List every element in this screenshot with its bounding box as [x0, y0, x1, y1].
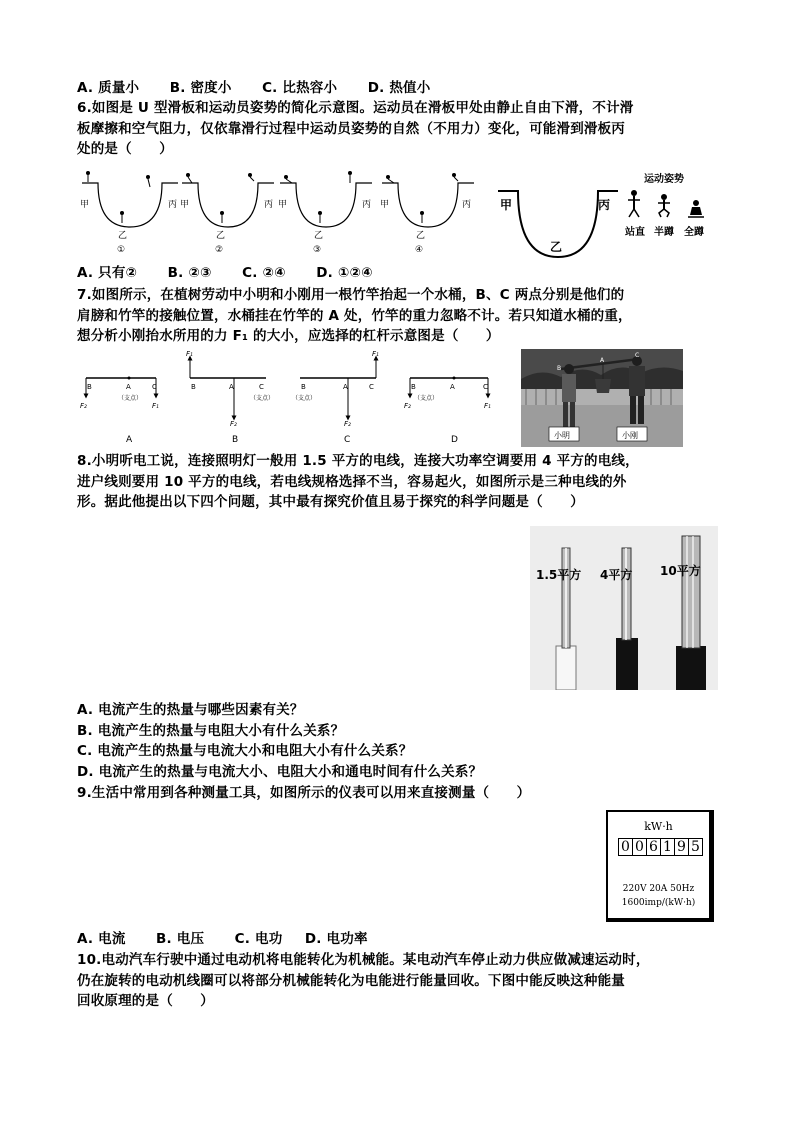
ramp2-jia: 甲: [180, 200, 190, 210]
lever-b-label: B: [232, 435, 239, 445]
electricity-meter: [606, 810, 714, 922]
q6-option-c[interactable]: C. ②④: [242, 265, 286, 281]
ramp3-num: ③: [313, 245, 322, 255]
legend-stand: 站直: [625, 227, 645, 238]
lever-c-b: B: [301, 383, 306, 391]
lever-c-f1: F₁: [372, 350, 379, 358]
lever-option-a: [86, 377, 156, 397]
q9-options: [77, 929, 394, 949]
lever-b-c: C: [259, 383, 264, 391]
photo-label-c: C: [635, 352, 640, 359]
q7-stem-line-2: 肩膀和竹竿的接触位置，水桶挂在竹竿的 A 处，竹竿的重力忽略不计。若只知道水桶的重，: [77, 308, 632, 324]
lever-d-b: B: [411, 383, 416, 391]
lever-d-f2: F₂: [404, 402, 411, 410]
q7-stem-line-1: 7.如图所示，在植树劳动中小明和小刚用一根竹竿抬起一个水桶，B、C 两点分别是他们的: [77, 287, 625, 303]
q6-option-a[interactable]: A. 只有②: [77, 265, 138, 281]
q5-option-c[interactable]: C. 比热容小: [262, 80, 338, 96]
q9-option-a[interactable]: A. 电流: [77, 931, 126, 947]
meter-digit-4: 1: [661, 839, 675, 855]
ramp-3: [280, 171, 372, 227]
lever-d-c: C: [483, 383, 488, 391]
q6-option-b[interactable]: B. ②③: [167, 265, 212, 281]
q6-figure: [70, 165, 730, 267]
ramp1-jia: 甲: [80, 200, 90, 210]
lever-a-label: A: [126, 435, 133, 445]
q9-option-b[interactable]: B. 电压: [156, 931, 205, 947]
q8-option-b[interactable]: B. 电流产生的热量与电阻大小有什么关系？: [77, 723, 345, 739]
q10-stem-line-1: 10.电动汽车行驶中通过电动机将电能转化为机械能。某电动汽车停止动力供应做减速运动时，: [77, 952, 650, 968]
meter-unit: kW·h: [644, 820, 673, 833]
q8-stem-line-1: 8.小明听电工说，连接照明灯一般用 1.5 平方的电线，连接大功率空调要用 4 平方的电线，: [77, 453, 639, 469]
meter-digit-1: 0: [619, 839, 633, 855]
lever-b-fulcrum: （支点）: [250, 395, 275, 402]
q5-option-b[interactable]: B. 密度小: [169, 80, 232, 96]
q7-photo: [521, 349, 683, 447]
lever-d-label: D: [451, 435, 458, 445]
large-ramp-bing: 丙: [598, 198, 611, 212]
photo-name-xiaogang: 小刚: [622, 431, 638, 440]
q9-option-c[interactable]: C. 电功: [234, 931, 283, 947]
lever-option-b: [190, 358, 266, 418]
ramp1-num: ①: [117, 245, 126, 255]
ramp3-yi: 乙: [314, 231, 324, 241]
q8-option-a[interactable]: A. 电流产生的热量与哪些因素有关？: [77, 702, 304, 718]
q8-option-c[interactable]: C. 电流产生的热量与电流大小和电阻大小有什么关系？: [77, 743, 413, 759]
q6-options: [77, 263, 399, 283]
lever-a-fulcrum: （支点）: [118, 395, 143, 402]
lever-a-b: B: [87, 383, 92, 391]
large-ramp-yi: 乙: [550, 240, 563, 254]
ramp4-num: ④: [415, 245, 424, 255]
ramp2-bing: 丙: [264, 200, 274, 210]
lever-a-f1: F₁: [152, 402, 159, 410]
lever-b-a: A: [229, 383, 234, 391]
q8-option-d[interactable]: D. 电流产生的热量与电流大小、电阻大小和通电时间有什么关系？: [77, 764, 483, 780]
q6-stem-line-2: 板摩擦和空气阻力，仅依靠滑行过程中运动员姿势的自然（不用力）变化，可能滑到滑板丙: [77, 121, 625, 137]
photo-label-a: A: [600, 357, 605, 364]
meter-digit-6: 5: [691, 839, 700, 855]
lever-option-d: [410, 377, 488, 397]
meter-reading: [618, 838, 703, 856]
legend-half-squat: 半蹲: [654, 227, 674, 238]
q8-wire-photo: [530, 526, 718, 690]
legend-full-squat: 全蹲: [684, 227, 704, 238]
ramp-2: [182, 173, 274, 227]
lever-c-a: A: [343, 383, 348, 391]
lever-a-a: A: [126, 383, 131, 391]
lever-c-f2: F₂: [344, 420, 351, 428]
q9-option-d[interactable]: D. 电功率: [304, 931, 368, 947]
photo-label-b: B: [557, 365, 562, 372]
q8-stem-line-2: 进户线则要用 10 平方的电线，若电线规格选择不当，容易起火，如图所示是三种电线的外: [77, 474, 627, 490]
q8-stem-line-3: 形。据此他提出以下四个问题，其中最有探究价值且易于探究的科学问题是（ ）: [77, 494, 584, 510]
lever-d-fulcrum: （支点）: [414, 395, 439, 402]
full-squat-figure-icon: [688, 200, 704, 217]
ramp4-bing: 丙: [462, 200, 472, 210]
lever-b-f1: F₁: [186, 350, 193, 358]
q6-stem-line-1: 6.如图是 U 型滑板和运动员姿势的简化示意图。运动员在滑板甲处由静止自由下滑，不计滑: [77, 100, 634, 116]
lever-c-fulcrum: （支点）: [292, 395, 317, 402]
q9-stem: 9.生活中常用到各种测量工具，如图所示的仪表可以用来直接测量（ ）: [77, 785, 531, 801]
q6-option-d[interactable]: D. ①②④: [316, 265, 373, 281]
lever-b-b: B: [191, 383, 196, 391]
photo-name-xiaoming: 小明: [554, 431, 570, 440]
q7-stem-line-3: 想分析小刚抬水所用的力 F₁ 的大小，应选择的杠杆示意图是（ ）: [77, 328, 500, 344]
ramp-1: [82, 171, 178, 227]
q5-option-a[interactable]: A. 质量小: [77, 80, 140, 96]
half-squat-figure-icon: [658, 194, 670, 217]
lever-d-f1: F₁: [484, 402, 491, 410]
q10-stem-line-2: 仍在旋转的电动机线圈可以将部分机械能转化为电能进行能量回收。下图中能反映这种能量: [77, 973, 625, 989]
lever-b-f2: F₂: [230, 420, 237, 428]
lever-c-c: C: [369, 383, 374, 391]
lever-a-f2: F₂: [80, 402, 87, 410]
ramp3-jia: 甲: [278, 200, 288, 210]
meter-digit-3: 6: [647, 839, 661, 855]
ramp2-yi: 乙: [216, 231, 226, 241]
ramp3-bing: 丙: [362, 200, 372, 210]
wire-label-1-5: 1.5平方: [536, 568, 582, 582]
meter-spec-2: 1600imp/(kW·h): [621, 898, 696, 908]
lever-c-label: C: [344, 435, 351, 445]
q6-stem-line-3: 处的是（ ）: [77, 141, 173, 157]
lever-a-c: C: [152, 383, 157, 391]
meter-digit-5: 9: [675, 839, 689, 855]
ramp1-bing: 丙: [168, 200, 178, 210]
q5-option-d[interactable]: D. 热值小: [367, 80, 431, 96]
ramp2-num: ②: [215, 245, 224, 255]
q5-options: [77, 78, 456, 98]
stand-figure-icon: [628, 190, 640, 217]
lever-d-a: A: [450, 383, 455, 391]
large-ramp-jia: 甲: [500, 198, 513, 212]
wire-label-10: 10平方: [660, 564, 701, 578]
wire-label-4: 4平方: [600, 568, 633, 582]
ramp4-jia: 甲: [380, 200, 390, 210]
lever-option-c: [300, 358, 376, 418]
ramp4-yi: 乙: [416, 231, 426, 241]
meter-spec-1: 220V 20A 50Hz: [622, 884, 695, 894]
meter-digit-2: 0: [633, 839, 647, 855]
posture-legend-title: 运动姿势: [644, 174, 684, 185]
q7-lever-figure: [74, 346, 504, 448]
ramp1-yi: 乙: [118, 231, 128, 241]
ramp-4: [382, 173, 474, 227]
q10-stem-line-3: 回收原理的是（ ）: [77, 993, 214, 1009]
